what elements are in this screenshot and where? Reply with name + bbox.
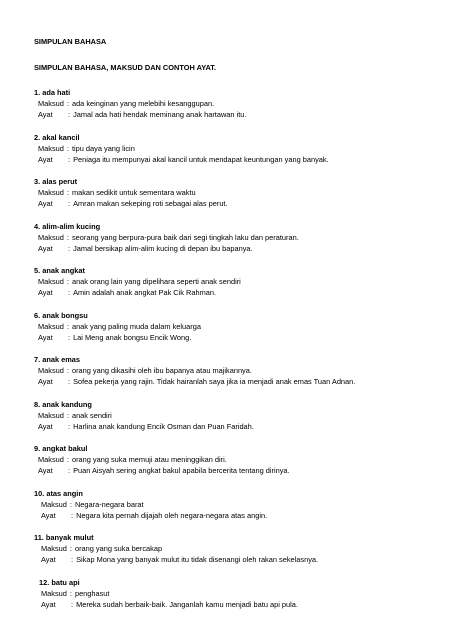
entry-heading: 12. batu api [34, 577, 474, 588]
document-title: SIMPULAN BAHASA [34, 36, 474, 47]
entry-maksud-label: Maksud [38, 321, 64, 332]
entry-maksud-text: anak sendiri [72, 410, 474, 421]
separator: : [71, 554, 73, 565]
entry-maksud-label: Maksud [38, 98, 64, 109]
separator: : [68, 332, 70, 343]
entry-maksud-text: orang yang dikasihi oleh ibu bapanya atau majikannya. [72, 365, 474, 376]
entry-heading: 4. alim-alim kucing [34, 221, 474, 232]
entry-ayat-row [34, 243, 474, 254]
entry-ayat-label: Ayat [38, 465, 68, 476]
entry-maksud-row [34, 187, 474, 198]
entry-maksud-label: Maksud [38, 454, 64, 465]
separator: : [68, 154, 70, 165]
entry-heading: 10. atas angin [34, 488, 474, 499]
separator: : [68, 287, 70, 298]
entry-maksud-row [34, 499, 474, 510]
entry-ayat-label: Ayat [38, 287, 68, 298]
separator: : [67, 187, 69, 198]
list-item [34, 443, 474, 488]
entry-maksud-label: Maksud [41, 588, 67, 599]
entry-maksud-label: Maksud [41, 499, 67, 510]
entry-ayat-text: Amran makan sekeping roti sebagai alas perut. [73, 198, 474, 209]
entry-ayat-text: Peniaga itu mempunyai akal kancil untuk mendapat keuntungan yang banyak. [73, 154, 474, 165]
entry-maksud-text: ada keinginan yang melebihi kesanggupan. [72, 98, 474, 109]
entry-ayat-row [34, 332, 474, 343]
entry-ayat-row [34, 510, 474, 521]
entry-heading: 8. anak kandung [34, 399, 474, 410]
entry-heading: 5. anak angkat [34, 265, 474, 276]
separator: : [68, 198, 70, 209]
entry-ayat-label: Ayat [38, 376, 68, 387]
entry-heading: 3. alas perut [34, 176, 474, 187]
list-item [34, 87, 474, 132]
entry-ayat-row [34, 198, 474, 209]
entry-maksud-label: Maksud [38, 410, 64, 421]
entry-ayat-row [34, 554, 474, 565]
list-item [34, 354, 474, 399]
entry-heading: 7. anak emas [34, 354, 474, 365]
entry-maksud-text: orang yang suka bercakap [75, 543, 474, 554]
separator: : [67, 276, 69, 287]
separator: : [67, 232, 69, 243]
entry-maksud-text: seorang yang berpura-pura baik dari segi tingkah laku dan peraturan. [72, 232, 474, 243]
list-item [34, 132, 474, 177]
entry-ayat-text: Jamal bersikap alim-alim kucing di depan ibu bapanya. [73, 243, 474, 254]
entry-heading: 6. anak bongsu [34, 310, 474, 321]
entry-heading: 11. banyak mulut [34, 532, 474, 543]
entry-ayat-row [34, 376, 474, 387]
list-item [34, 532, 474, 577]
separator: : [68, 421, 70, 432]
entry-ayat-label: Ayat [38, 332, 68, 343]
entry-maksud-row [34, 454, 474, 465]
separator: : [67, 98, 69, 109]
entry-maksud-row [34, 143, 474, 154]
separator: : [67, 454, 69, 465]
entry-ayat-row [34, 287, 474, 298]
entry-heading: 2. akal kancil [34, 132, 474, 143]
entry-maksud-row [34, 410, 474, 421]
entry-maksud-row [34, 276, 474, 287]
entry-ayat-label: Ayat [41, 554, 71, 565]
entry-ayat-label: Ayat [38, 421, 68, 432]
list-item [34, 399, 474, 444]
entry-ayat-text: Amin adalah anak angkat Pak Cik Rahman. [73, 287, 474, 298]
entry-ayat-text: Negara kita pernah dijajah oleh negara-negara atas angin. [76, 510, 474, 521]
entry-maksud-text: Negara-negara barat [75, 499, 474, 510]
entry-ayat-row [34, 465, 474, 476]
entry-maksud-row [34, 365, 474, 376]
entry-ayat-row [34, 599, 474, 610]
entry-heading: 1. ada hati [34, 87, 474, 98]
document-subtitle: SIMPULAN BAHASA, MAKSUD DAN CONTOH AYAT. [34, 62, 474, 73]
entry-maksud-text: tipu daya yang licin [72, 143, 474, 154]
entry-maksud-row [34, 321, 474, 332]
list-item [34, 577, 474, 621]
entry-list [34, 87, 474, 621]
list-item [34, 176, 474, 221]
entry-maksud-text: penghasut [75, 588, 474, 599]
entry-maksud-label: Maksud [38, 365, 64, 376]
entry-maksud-row [34, 588, 474, 599]
entry-ayat-text: Lai Meng anak bongsu Encik Wong. [73, 332, 474, 343]
entry-ayat-label: Ayat [38, 198, 68, 209]
entry-maksud-row [34, 543, 474, 554]
entry-ayat-label: Ayat [38, 154, 68, 165]
entry-ayat-text: Puan Aisyah sering angkat bakul apabila bercerita tentang dirinya. [73, 465, 474, 476]
separator: : [68, 376, 70, 387]
separator: : [68, 465, 70, 476]
entry-maksud-label: Maksud [41, 543, 67, 554]
entry-maksud-label: Maksud [38, 143, 64, 154]
entry-heading: 9. angkat bakul [34, 443, 474, 454]
entry-maksud-label: Maksud [38, 232, 64, 243]
separator: : [67, 321, 69, 332]
separator: : [70, 499, 72, 510]
separator: : [71, 599, 73, 610]
separator: : [68, 109, 70, 120]
entry-ayat-row [34, 421, 474, 432]
entry-maksud-text: anak orang lain yang dipelihara seperti anak sendiri [72, 276, 474, 287]
list-item [34, 265, 474, 310]
entry-ayat-text: Sikap Mona yang banyak mulut itu tidak disenangi oleh rakan sekelasnya. [76, 554, 474, 565]
entry-maksud-text: anak yang paling muda dalam keluarga [72, 321, 474, 332]
separator: : [67, 365, 69, 376]
entry-ayat-label: Ayat [38, 243, 68, 254]
entry-maksud-text: makan sedikit untuk sementara waktu [72, 187, 474, 198]
entry-maksud-row [34, 232, 474, 243]
entry-ayat-label: Ayat [41, 599, 71, 610]
entry-ayat-text: Mereka sudah berbaik-baik. Janganlah kamu menjadi batu api pula. [76, 599, 474, 610]
separator: : [70, 588, 72, 599]
separator: : [71, 510, 73, 521]
separator: : [67, 410, 69, 421]
entry-ayat-label: Ayat [41, 510, 71, 521]
list-item [34, 488, 474, 533]
entry-ayat-text: Sofea pekerja yang rajin. Tidak hairanlah saya jika ia menjadi anak emas Tuan Adnan. [73, 376, 474, 387]
separator: : [70, 543, 72, 554]
entry-ayat-label: Ayat [38, 109, 68, 120]
separator: : [68, 243, 70, 254]
entry-ayat-row [34, 154, 474, 165]
entry-ayat-row [34, 109, 474, 120]
entry-maksud-row [34, 98, 474, 109]
entry-maksud-text: orang yang suka memuji atau meninggikan diri. [72, 454, 474, 465]
entry-ayat-text: Jamal ada hati hendak meminang anak hartawan itu. [73, 109, 474, 120]
entry-maksud-label: Maksud [38, 187, 64, 198]
entry-maksud-label: Maksud [38, 276, 64, 287]
list-item [34, 221, 474, 266]
separator: : [67, 143, 69, 154]
list-item [34, 310, 474, 355]
entry-ayat-text: Harlina anak kandung Encik Osman dan Puan Faridah. [73, 421, 474, 432]
